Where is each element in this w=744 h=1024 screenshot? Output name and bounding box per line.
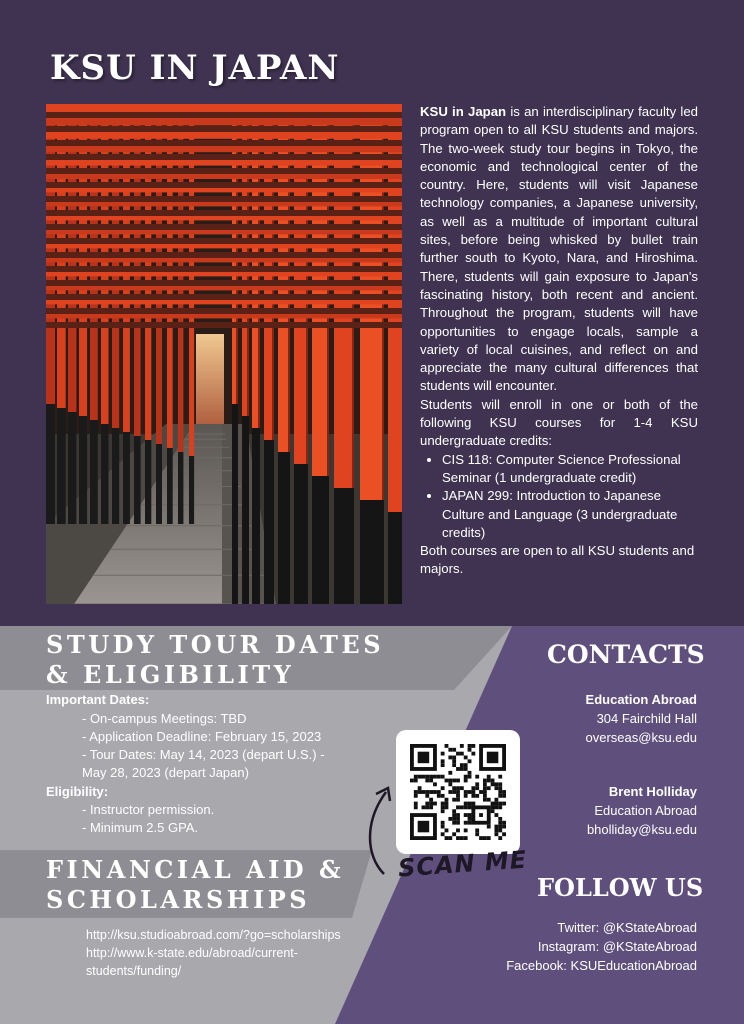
qr-module (494, 782, 498, 786)
qr-module (441, 786, 445, 790)
qr-module (487, 798, 491, 802)
qr-module (460, 786, 464, 790)
qr-module (414, 775, 418, 779)
qr-module (425, 802, 429, 806)
qr-module (414, 790, 418, 794)
qr-module (464, 767, 468, 771)
qr-module (441, 775, 445, 779)
qr-module (448, 817, 452, 821)
qr-module (414, 802, 418, 806)
qr-module (464, 805, 468, 809)
qr-module (498, 775, 502, 779)
qr-module (494, 825, 498, 829)
page-title: KSU IN JAPAN (50, 48, 340, 88)
qr-module (468, 775, 472, 779)
qr-module (483, 836, 487, 840)
qr-module (429, 775, 433, 779)
education-abroad-contact (586, 690, 697, 747)
qr-module (498, 836, 502, 840)
qr-module (464, 756, 468, 760)
qr-module (452, 809, 456, 813)
qr-module (464, 779, 468, 783)
qr-module (479, 790, 483, 794)
qr-module (464, 790, 468, 794)
date-item: May 28, 2023 (depart Japan) (82, 765, 249, 780)
qr-module (460, 805, 464, 809)
qr-module (491, 802, 495, 806)
qr-module (468, 748, 472, 752)
qr-module (468, 790, 472, 794)
qr-module (414, 805, 418, 809)
qr-module (502, 825, 506, 829)
qr-module (464, 763, 468, 767)
qr-module (452, 779, 456, 783)
qr-module (464, 775, 468, 779)
date-item: - On-campus Meetings: TBD (82, 711, 247, 726)
qr-module (498, 805, 502, 809)
qr-module (422, 805, 426, 809)
qr-code-pattern (410, 744, 506, 840)
important-dates-label: Important Dates: (46, 692, 150, 707)
qr-module (491, 782, 495, 786)
office-address: 304 Fairchild Hall (596, 711, 697, 726)
qr-module (498, 786, 502, 790)
qr-module (479, 813, 483, 817)
qr-module (464, 802, 468, 806)
qr-module (468, 802, 472, 806)
qr-module (483, 798, 487, 802)
qr-module (487, 825, 491, 829)
qr-module (418, 775, 422, 779)
finaid-heading-line1: FINANCIAL AID & (46, 855, 345, 884)
qr-module (471, 794, 475, 798)
qr-module (468, 759, 472, 763)
qr-module (437, 790, 441, 794)
course-item: • CIS 118: Computer Science Professional Seminar (1 undergraduate credit) (442, 451, 698, 488)
qr-module (448, 790, 452, 794)
qr-module (502, 794, 506, 798)
qr-module (456, 794, 460, 798)
qr-module (502, 802, 506, 806)
qr-module (464, 828, 468, 832)
qr-module (498, 817, 502, 821)
qr-module (441, 794, 445, 798)
qr-module (425, 794, 429, 798)
qr-module (445, 828, 449, 832)
qr-module (452, 748, 456, 752)
intro-lead: KSU in Japan (420, 104, 507, 119)
qr-module (468, 821, 472, 825)
qr-module (456, 813, 460, 817)
qr-module (441, 763, 445, 767)
qr-module (441, 759, 445, 763)
qr-module (471, 802, 475, 806)
qr-module (456, 767, 460, 771)
qr-module (429, 805, 433, 809)
qr-module (468, 805, 472, 809)
qr-module (464, 794, 468, 798)
qr-module (479, 836, 483, 840)
qr-module (475, 782, 479, 786)
qr-module (494, 786, 498, 790)
qr-module (433, 802, 437, 806)
qr-module (429, 779, 433, 783)
qr-module (445, 836, 449, 840)
finaid-heading (46, 855, 344, 915)
qr-module (452, 821, 456, 825)
qr-module (460, 836, 464, 840)
person-email[interactable]: bholliday@ksu.edu (586, 822, 697, 837)
qr-module (452, 759, 456, 763)
qr-module (468, 771, 472, 775)
qr-module (487, 779, 491, 783)
qr-module (468, 817, 472, 821)
qr-module (433, 782, 437, 786)
qr-module (429, 798, 433, 802)
qr-module (498, 794, 502, 798)
person-contact (587, 782, 697, 839)
qr-module (456, 805, 460, 809)
qr-module (410, 779, 414, 783)
qr-module (483, 786, 487, 790)
qr-module (460, 744, 464, 748)
qr-module (448, 756, 452, 760)
date-item: - Application Deadline: February 15, 2023 (82, 729, 322, 744)
qr-module (475, 828, 479, 832)
qr-module (422, 775, 426, 779)
qr-module (448, 748, 452, 752)
follow-heading: FOLLOW US (537, 873, 704, 902)
qr-module (498, 828, 502, 832)
qr-module (456, 836, 460, 840)
qr-module (475, 786, 479, 790)
qr-module (456, 786, 460, 790)
qr-module (468, 744, 472, 748)
finaid-heading-line2: SCHOLARSHIPS (46, 885, 311, 914)
funding-link-continued[interactable]: students/funding/ (86, 964, 182, 978)
qr-module (487, 775, 491, 779)
qr-module (452, 798, 456, 802)
qr-module (498, 782, 502, 786)
qr-module (433, 790, 437, 794)
qr-module (452, 786, 456, 790)
dates-heading-line1: STUDY TOUR DATES (46, 630, 385, 659)
qr-module (448, 782, 452, 786)
office-email[interactable]: overseas@ksu.edu (585, 730, 697, 745)
qr-module (487, 836, 491, 840)
qr-module (433, 775, 437, 779)
qr-module (460, 763, 464, 767)
qr-module (425, 790, 429, 794)
qr-module (441, 825, 445, 829)
qr-module (491, 805, 495, 809)
qr-module (494, 798, 498, 802)
qr-module (418, 752, 430, 764)
qr-module (452, 756, 456, 760)
qr-module (452, 832, 456, 836)
scan-me-caption: SCAN ME (397, 845, 529, 883)
contacts-heading: CONTACTS (547, 640, 705, 669)
qr-module (487, 752, 499, 764)
qr-module (464, 821, 468, 825)
qr-module (445, 779, 449, 783)
qr-module (452, 790, 456, 794)
qr-module (471, 744, 475, 748)
person-role: Education Abroad (594, 803, 697, 818)
social-links (506, 918, 697, 975)
qr-module (425, 779, 429, 783)
qr-module (437, 775, 441, 779)
qr-module (464, 813, 468, 817)
twitter-handle[interactable]: Twitter: @KStateAbroad (557, 920, 697, 935)
qr-module (418, 786, 422, 790)
qr-module (494, 832, 498, 836)
qr-module (498, 825, 502, 829)
qr-module (502, 821, 506, 825)
curved-arrow-icon (362, 782, 402, 878)
eligibility-label: Eligibility: (46, 784, 109, 799)
qr-module (441, 805, 445, 809)
qr-module (483, 790, 487, 794)
qr-module (498, 802, 502, 806)
qr-module (445, 744, 449, 748)
scholarship-links (86, 926, 341, 980)
course-item: • JAPAN 299: Introduction to Japanese Culture and Language (3 undergraduate credits) (442, 487, 698, 542)
dates-heading-line2: & ELIGIBILITY (46, 660, 295, 689)
qr-module (456, 821, 460, 825)
facebook-handle[interactable]: Facebook: KSUEducationAbroad (506, 958, 697, 973)
qr-module (441, 752, 445, 756)
qr-module (498, 790, 502, 794)
intro-body: is an interdisciplinary faculty led program open to all KSU students and majors. The two-week study tour begins in Tokyo, the economic and technological center of the country. Here, students will visit Japanese technology companies, a Japanese university, as well as a multitude of important cultural sites, before being whisked by bullet train further south to Kyoto, Nara, and Hiroshima. There, students will gain exposure to Japan's fascinating history, both recent and ancient. Throughout the program, students will have opportunities to engage locals, sample a variety of local cuisines, and reflect on and appreciate the many cultural differences that students will encounter. (420, 104, 698, 394)
qr-module (448, 779, 452, 783)
qr-module (460, 752, 464, 756)
qr-module (448, 836, 452, 840)
qr-module (452, 817, 456, 821)
qr-module (425, 775, 429, 779)
qr-module (491, 779, 495, 783)
qr-module (494, 802, 498, 806)
qr-module (445, 802, 449, 806)
qr-module (494, 828, 498, 832)
qr-module (483, 779, 487, 783)
qr-module (460, 767, 464, 771)
qr-module (445, 798, 449, 802)
qr-module (468, 813, 472, 817)
qr-module (483, 782, 487, 786)
qr-module (475, 794, 479, 798)
qr-module (429, 790, 433, 794)
qr-module (456, 752, 460, 756)
qr-module (414, 779, 418, 783)
qr-module (456, 828, 460, 832)
qr-module (441, 802, 445, 806)
qr-code[interactable] (396, 730, 520, 854)
qr-module (452, 813, 456, 817)
qr-module (464, 836, 468, 840)
qr-module (414, 794, 418, 798)
qr-module (441, 809, 445, 813)
qr-module (448, 771, 452, 775)
qr-module (456, 790, 460, 794)
qr-module (456, 779, 460, 783)
eligibility-item: - Instructor permission. (82, 802, 215, 817)
eligibility-item: - Minimum 2.5 GPA. (82, 820, 199, 835)
qr-module (498, 821, 502, 825)
qr-module (418, 790, 422, 794)
qr-module (456, 798, 460, 802)
qr-module (471, 790, 475, 794)
qr-module (452, 763, 456, 767)
instagram-handle[interactable]: Instagram: @KStateAbroad (537, 939, 697, 954)
qr-module (502, 832, 506, 836)
dates-heading (46, 630, 384, 690)
enroll-text: Students will enroll in one or both of the following KSU courses for 1-4 KSU undergraduate credits: (420, 396, 698, 449)
qr-module (422, 790, 426, 794)
qr-module (471, 786, 475, 790)
qr-module (475, 832, 479, 836)
scholarship-link[interactable]: http://ksu.studioabroad.com/?go=scholarships (86, 928, 341, 942)
qr-module (425, 805, 429, 809)
qr-module (494, 805, 498, 809)
qr-module (502, 790, 506, 794)
qr-module (487, 786, 491, 790)
office-name: Education Abroad (585, 692, 697, 707)
qr-module (456, 817, 460, 821)
funding-link[interactable]: http://www.k-state.edu/abroad/current- (86, 946, 298, 960)
qr-module (471, 752, 475, 756)
qr-module (494, 813, 498, 817)
qr-module (437, 794, 441, 798)
qr-module (441, 832, 445, 836)
qr-module (491, 809, 495, 813)
qr-module (483, 794, 487, 798)
qr-module (429, 802, 433, 806)
qr-module (441, 821, 445, 825)
date-item: - Tour Dates: May 14, 2023 (depart U.S.) - (82, 747, 325, 762)
qr-module (418, 821, 430, 833)
person-name: Brent Holliday (608, 784, 697, 799)
qr-module (445, 805, 449, 809)
qr-module (475, 775, 479, 779)
closing-text: Both courses are open to all KSU students and majors. (420, 543, 695, 577)
